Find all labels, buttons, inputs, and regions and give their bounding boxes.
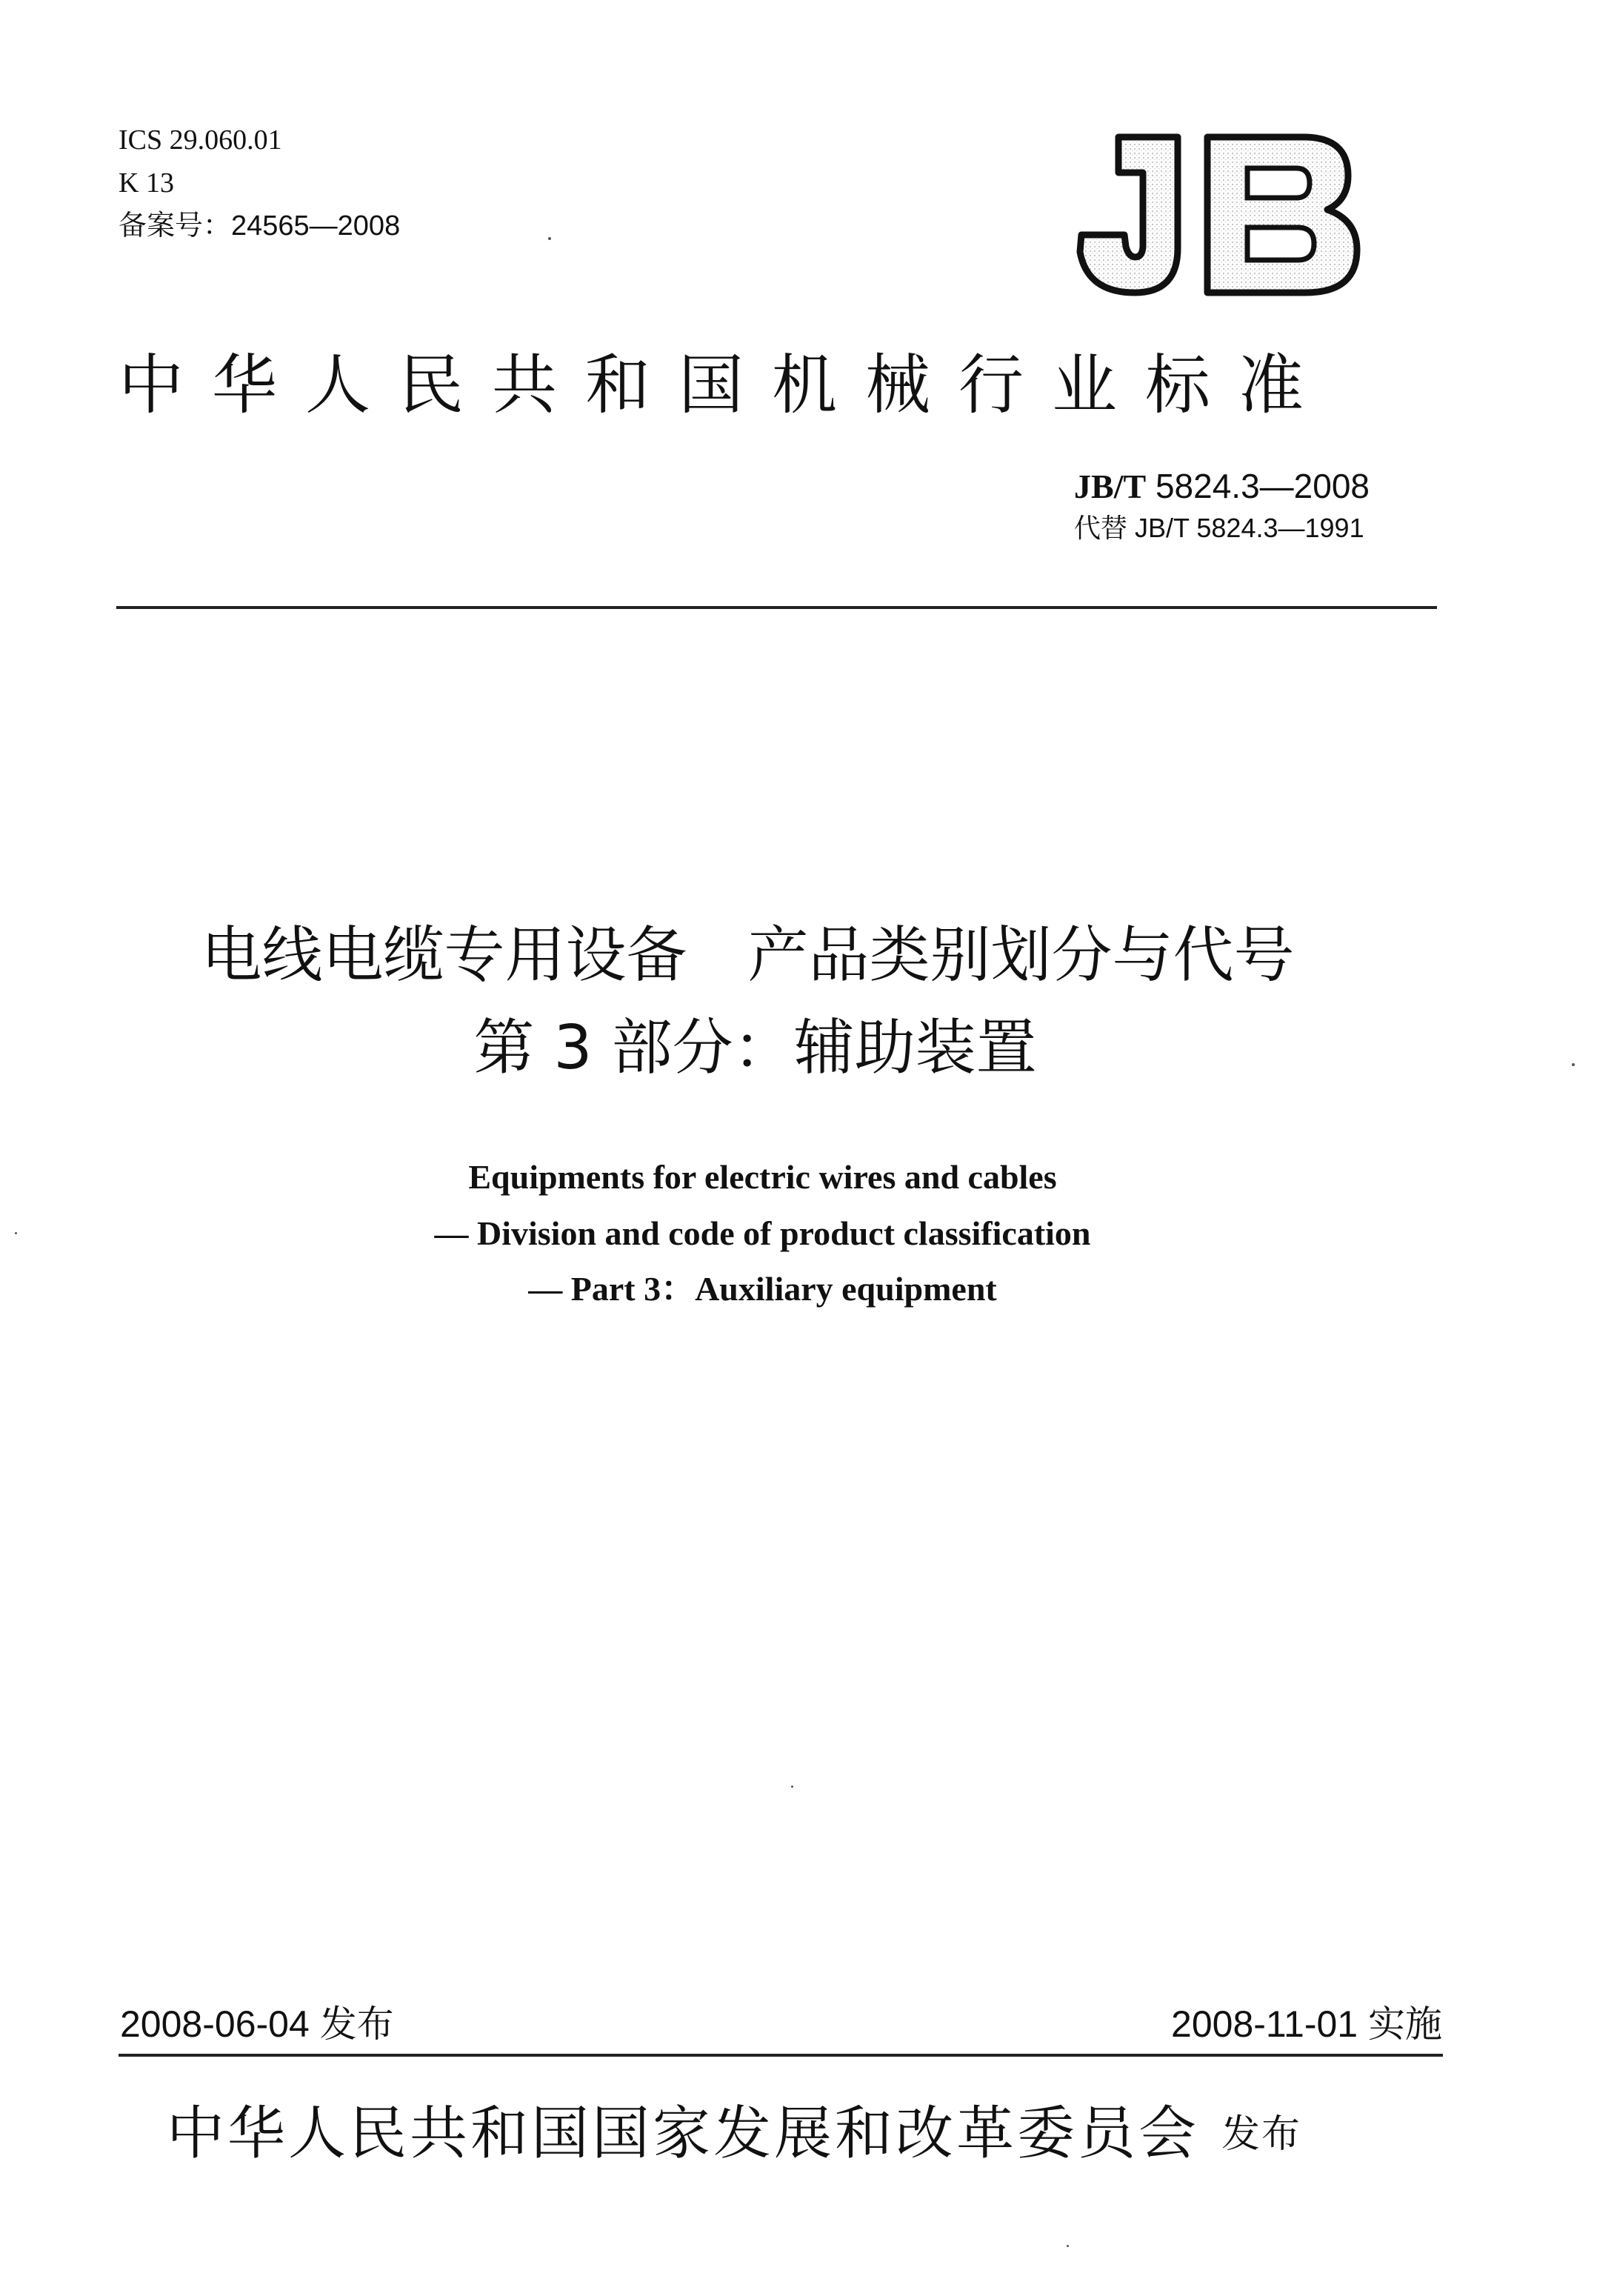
filing-number: 备案号：24565—2008: [119, 210, 401, 242]
scan-speck: [548, 237, 551, 240]
standard-number-prefix: JB/T: [1074, 467, 1147, 505]
standard-type-title: 中华人民共和国机械行业标准: [119, 347, 1333, 423]
standard-number: [1074, 463, 1370, 510]
implementation-date: 2008-11-01 实施: [1171, 2003, 1442, 2045]
header-divider: [116, 606, 1437, 609]
standard-number-value: 5824.3—2008: [1146, 467, 1370, 505]
jb-logo-icon: [1067, 130, 1378, 300]
chinese-title-line-2: 第 3 部分：辅助装置: [473, 1013, 1037, 1083]
publisher-suffix: 发布: [1221, 2112, 1302, 2157]
category-code: K 13: [119, 167, 174, 199]
scan-speck: [791, 1786, 793, 1788]
scan-speck: [1572, 1063, 1575, 1066]
scan-speck: [1067, 2245, 1069, 2247]
english-title-line-3: — Part 3：Auxiliary equipment: [528, 1270, 997, 1308]
scan-speck: [15, 1232, 17, 1234]
issue-date: 2008-06-04 发布: [120, 2003, 394, 2045]
chinese-title-line-1: 电线电缆专用设备 产品类别划分与代号: [201, 920, 1295, 991]
english-title-line-2: — Division and code of product classification: [434, 1214, 1091, 1252]
publisher-name: 中华人民共和国国家发展和改革委员会: [167, 2100, 1200, 2167]
document-metadata: [119, 119, 400, 247]
footer-divider: [119, 2054, 1443, 2057]
publisher: [167, 2097, 1301, 2172]
standard-number-block: [1074, 463, 1370, 547]
replaces-standard: 代替 JB/T 5824.3—1991: [1074, 513, 1364, 543]
english-title-line-1: Equipments for electric wires and cables: [468, 1158, 1057, 1196]
ics-code: ICS 29.060.01: [119, 124, 282, 156]
